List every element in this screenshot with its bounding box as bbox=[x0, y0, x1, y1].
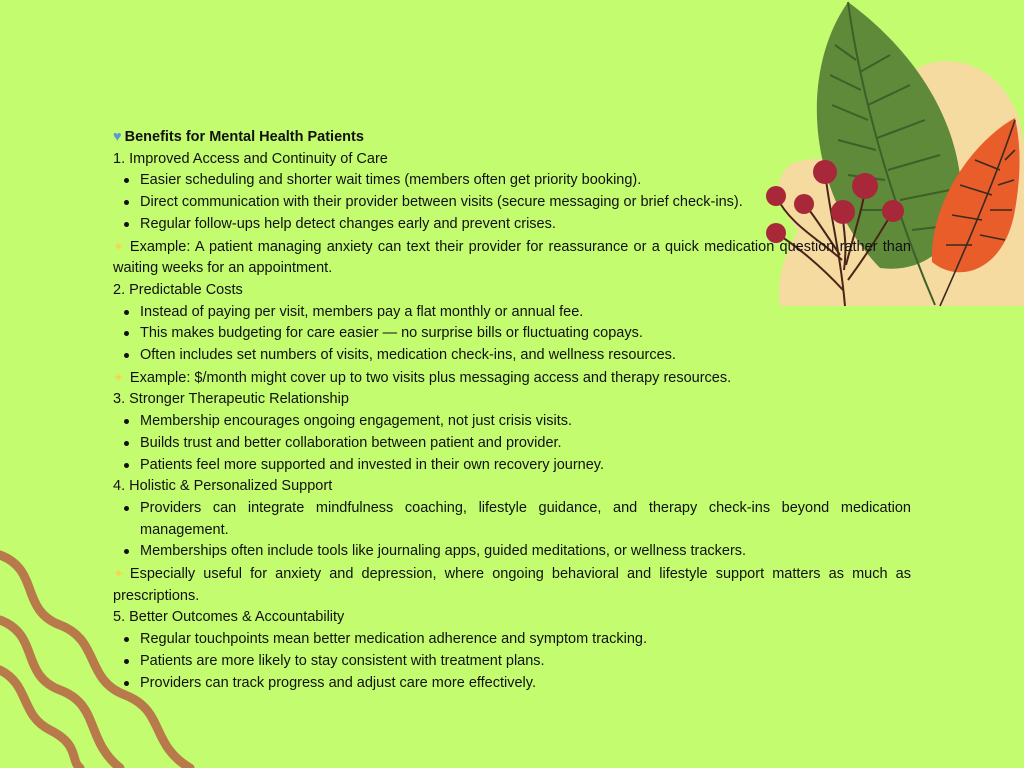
list-item: Membership encourages ongoing engagement, not just crisis visits. bbox=[140, 411, 911, 433]
section-heading: 5. Better Outcomes & Accountability bbox=[113, 609, 345, 626]
bullet-list bbox=[113, 498, 911, 563]
section-heading: 1. Improved Access and Continuity of Care bbox=[113, 150, 388, 167]
bullet-list bbox=[113, 170, 911, 235]
list-item: Regular follow-ups help detect changes early and prevent crises. bbox=[140, 214, 911, 236]
list-item: Instead of paying per visit, members pay a flat monthly or annual fee. bbox=[140, 302, 911, 324]
example-note-text: Example: A patient managing anxiety can text their provider for reassurance or a quick medication question rather than waiting weeks for an appointment. bbox=[113, 238, 911, 277]
example-note-text: Example: $/month might cover up to two visits plus messaging access and therapy resources. bbox=[129, 369, 732, 386]
section-2 bbox=[113, 280, 911, 390]
section-3 bbox=[113, 389, 911, 476]
example-note bbox=[113, 236, 911, 280]
bullet-list bbox=[113, 302, 911, 367]
example-note-text: Especially useful for anxiety and depression, where ongoing behavioral and lifestyle support matters as much as prescriptions. bbox=[113, 566, 911, 604]
bullet-list bbox=[113, 629, 911, 694]
list-item: This makes budgeting for care easier — no surprise bills or fluctuating copays. bbox=[140, 323, 911, 345]
document-title bbox=[113, 127, 911, 149]
section-heading: 4. Holistic & Personalized Support bbox=[113, 478, 333, 495]
list-item: Easier scheduling and shorter wait times (members often get priority booking). bbox=[140, 170, 911, 192]
list-item: Patients are more likely to stay consistent with treatment plans. bbox=[140, 651, 911, 673]
list-item: Patients feel more supported and invested in their own recovery journey. bbox=[140, 455, 911, 477]
section-heading: 3. Stronger Therapeutic Relationship bbox=[113, 391, 349, 408]
section-4 bbox=[113, 476, 911, 607]
list-item: Builds trust and better collaboration between patient and provider. bbox=[140, 433, 911, 455]
list-item: Often includes set numbers of visits, medication check-ins, and wellness resources. bbox=[140, 345, 911, 367]
section-heading: 2. Predictable Costs bbox=[113, 281, 243, 298]
list-item: Memberships often include tools like journaling apps, guided meditations, or wellness trackers. bbox=[140, 541, 911, 563]
sparkle-icon: ✦ bbox=[113, 238, 124, 254]
blue-heart-icon: ♥ bbox=[113, 129, 122, 145]
list-item: Regular touchpoints mean better medication adherence and symptom tracking. bbox=[140, 629, 911, 651]
sparkle-icon: ✦ bbox=[113, 369, 124, 385]
list-item: Direct communication with their provider between visits (secure messaging or brief check-ins). bbox=[140, 192, 911, 214]
wave-line bbox=[0, 670, 80, 768]
section-5 bbox=[113, 607, 911, 694]
section-1 bbox=[113, 149, 911, 280]
list-item: Providers can track progress and adjust care more effectively. bbox=[140, 673, 911, 695]
sparkle-icon: ✦ bbox=[113, 566, 124, 582]
bullet-list bbox=[113, 411, 911, 476]
list-item: Providers can integrate mindfulness coaching, lifestyle guidance, and therapy check-ins beyond medication management. bbox=[140, 498, 911, 541]
example-note bbox=[113, 367, 911, 390]
example-note bbox=[113, 563, 911, 607]
benefits-document bbox=[113, 127, 911, 694]
document-title-text: Benefits for Mental Health Patients bbox=[124, 129, 364, 145]
